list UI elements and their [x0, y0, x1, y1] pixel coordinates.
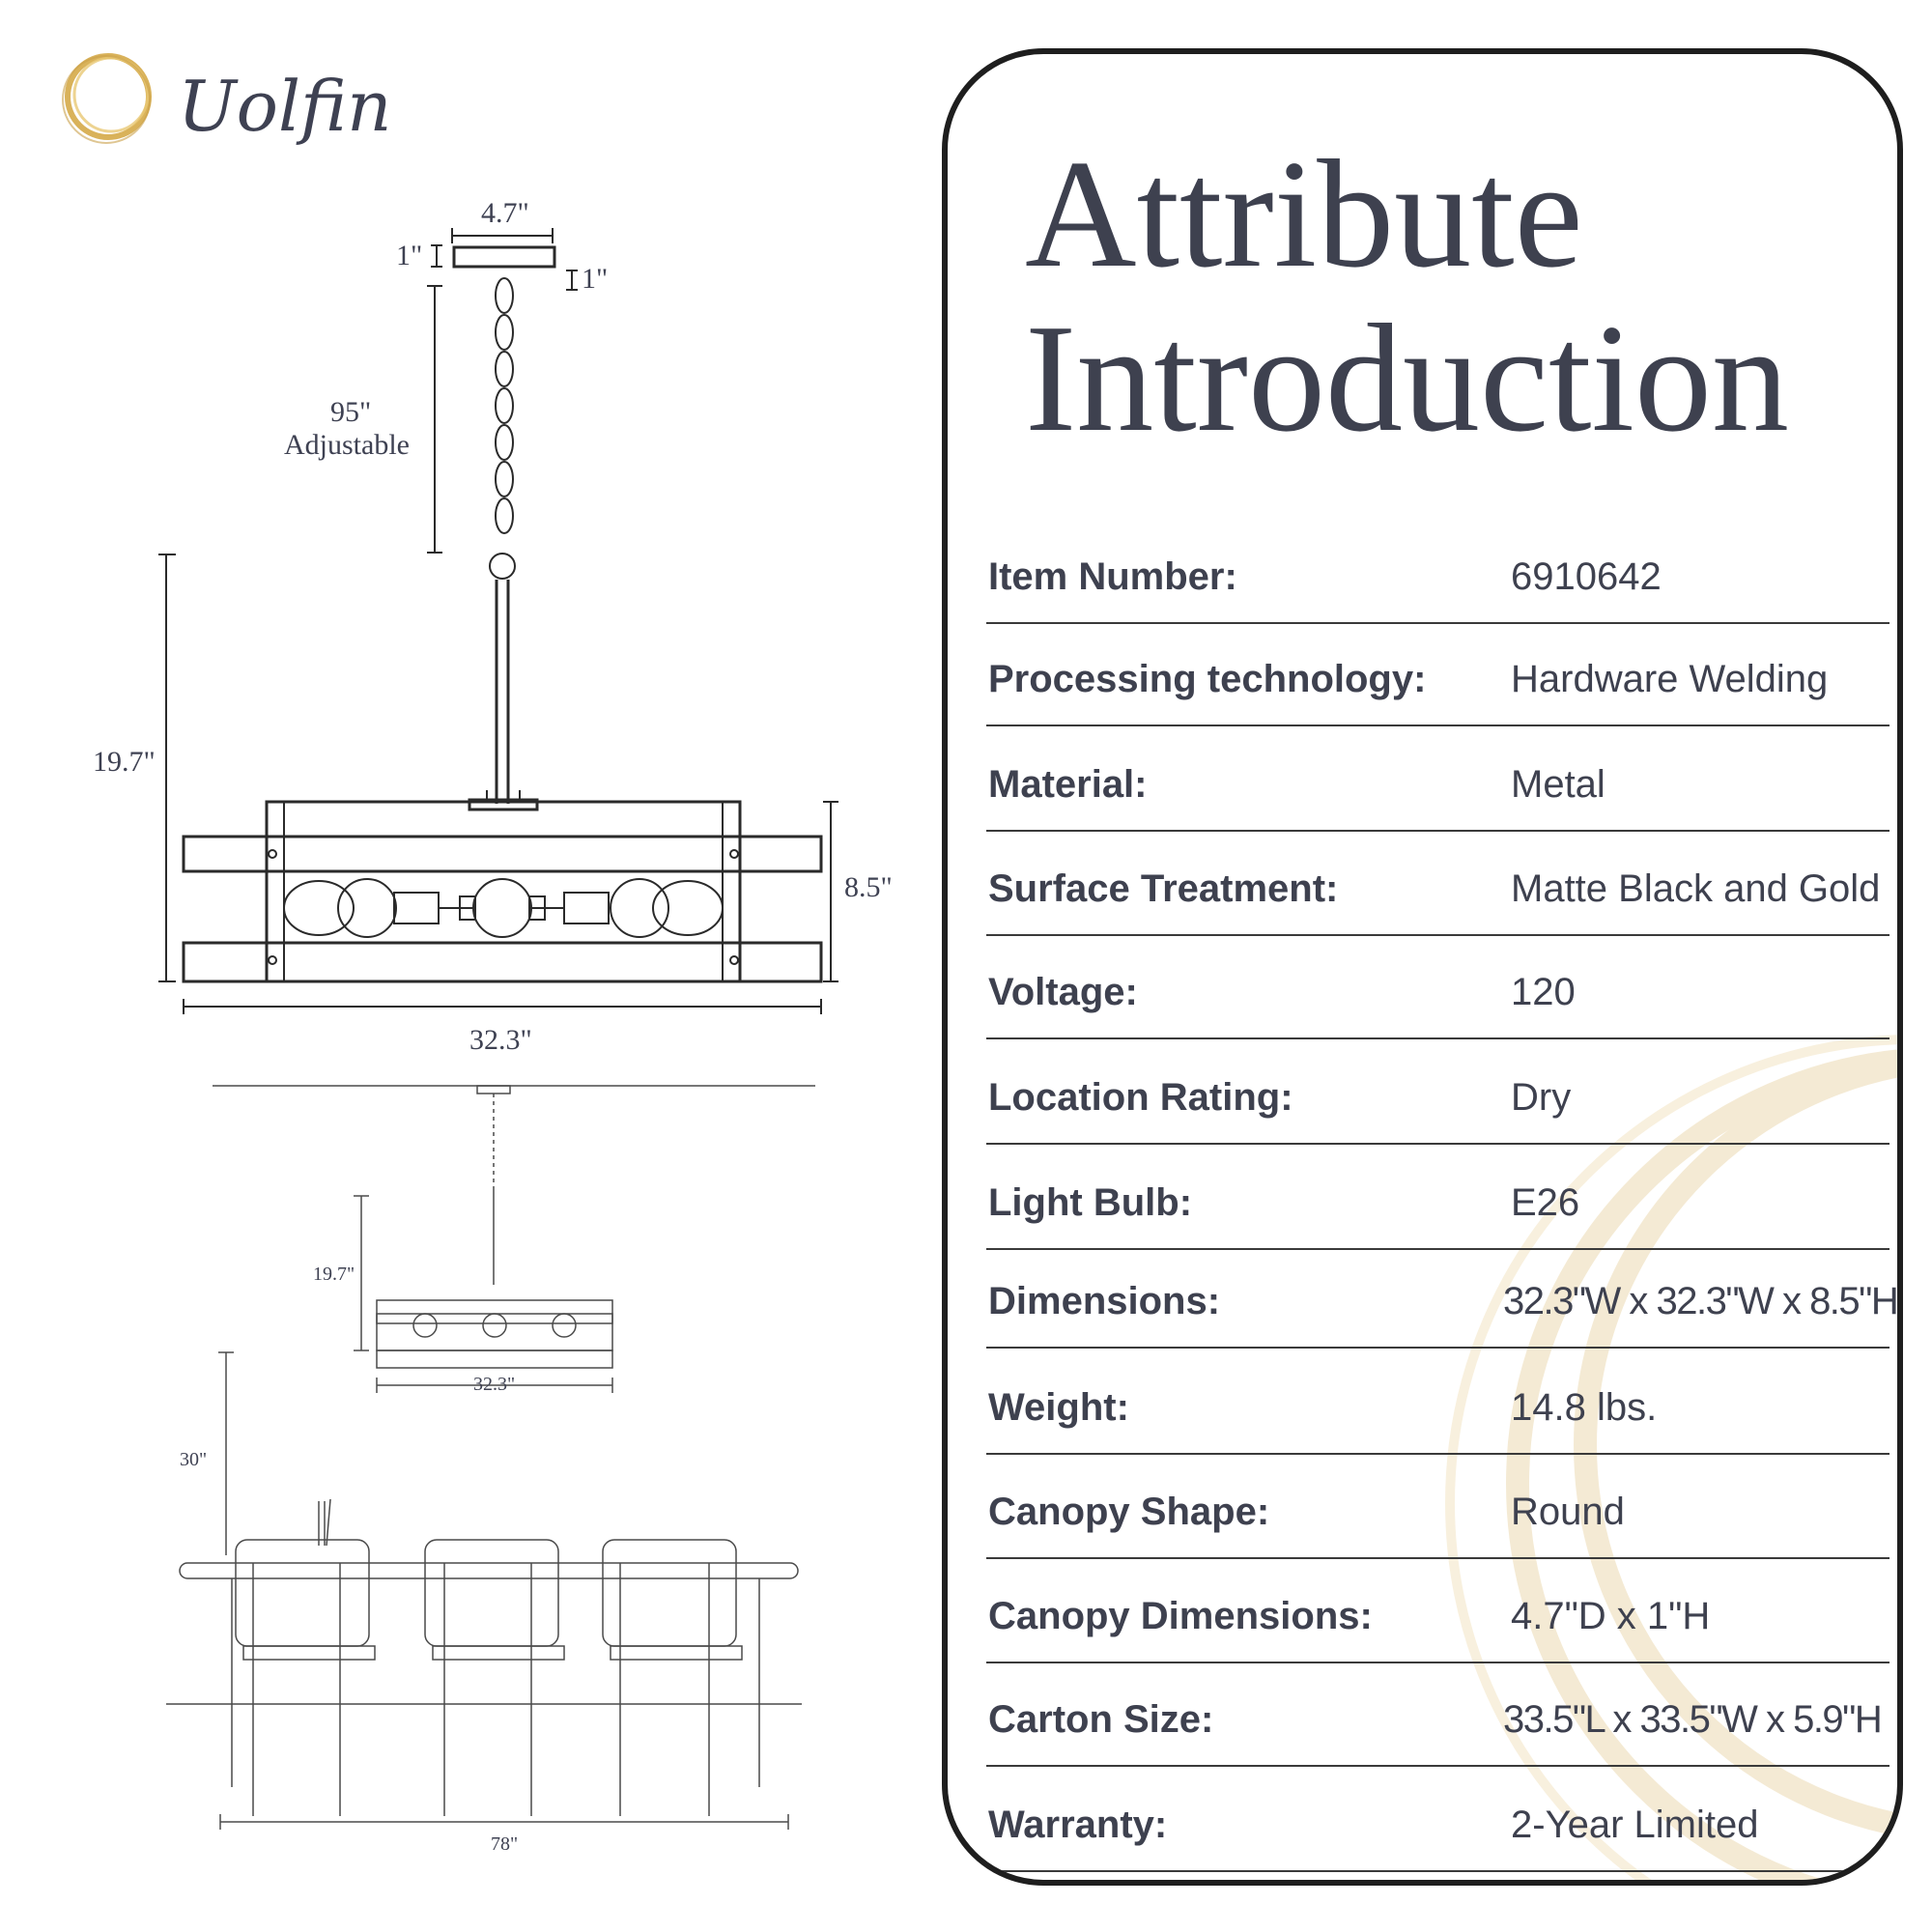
attribute-label: Warranty: [988, 1804, 1168, 1846]
attribute-label: Weight: [988, 1386, 1129, 1429]
attribute-row [986, 1453, 1889, 1559]
attribute-value: Dry [1511, 1076, 1572, 1119]
attribute-value: E26 [1511, 1181, 1580, 1224]
attribute-row [986, 1038, 1889, 1145]
canopy-height-right-label: 1" [582, 263, 609, 295]
attribute-row [986, 1144, 1889, 1250]
attribute-label: Processing technology: [988, 658, 1427, 700]
attribute-row [986, 1661, 1889, 1767]
attribute-card [942, 48, 1903, 1886]
table-clearance-label: 30" [180, 1449, 208, 1470]
attribute-label: Canopy Dimensions: [988, 1595, 1373, 1637]
canopy-height-left-label: 1" [396, 240, 423, 271]
attribute-row [986, 933, 1889, 1039]
attribute-label: Location Rating: [988, 1076, 1293, 1119]
body-width-label: 32.3" [469, 1024, 532, 1056]
card-title [1025, 128, 1789, 464]
attribute-row [986, 620, 1889, 726]
attribute-label: Item Number: [988, 555, 1237, 598]
brand-name: Uolfin [178, 66, 392, 147]
card-title-line2: Introduction [1025, 292, 1789, 464]
attribute-row [986, 518, 1889, 624]
attribute-label: Material: [988, 763, 1148, 806]
attribute-row [986, 830, 1889, 936]
chain-adjustable-label: Adjustable [284, 429, 410, 461]
room-fixture-height-label: 19.7" [313, 1264, 355, 1285]
attribute-value: 120 [1511, 971, 1576, 1013]
fixture-dimension-drawing [0, 0, 927, 1932]
attribute-row [986, 1242, 1898, 1349]
attribute-label: Light Bulb: [988, 1181, 1193, 1224]
attribute-value: Metal [1511, 763, 1605, 806]
attribute-value: 14.8 lbs. [1511, 1386, 1658, 1429]
attribute-label: Carton Size: [988, 1698, 1214, 1741]
attribute-value: 6910642 [1511, 555, 1662, 598]
attribute-row [986, 1349, 1889, 1455]
attribute-value: 32.3"W x 32.3"W x 8.5"H [1503, 1280, 1898, 1322]
attribute-row [986, 1557, 1889, 1663]
body-height-label: 8.5" [844, 871, 893, 903]
attribute-value: 33.5"L x 33.5"W x 5.9"H [1503, 1698, 1882, 1741]
card-title-line1: Attribute [1025, 128, 1583, 299]
attribute-value: Hardware Welding [1511, 658, 1829, 700]
attribute-value: 4.7"D x 1"H [1511, 1595, 1711, 1637]
total-height-label: 19.7" [93, 746, 156, 778]
room-fixture-width-label: 32.3" [473, 1374, 516, 1395]
attribute-label: Surface Treatment: [988, 867, 1339, 910]
attribute-value: Round [1511, 1491, 1625, 1533]
attribute-row [986, 725, 1889, 832]
attribute-label: Voltage: [988, 971, 1138, 1013]
attribute-label: Dimensions: [988, 1280, 1221, 1322]
chain-length-label: 95" [330, 396, 372, 428]
attribute-label: Canopy Shape: [988, 1491, 1270, 1533]
attribute-row [986, 1766, 1889, 1872]
attribute-value: Matte Black and Gold [1511, 867, 1881, 910]
canopy-width-label: 4.7" [481, 197, 529, 229]
attribute-value: 2-Year Limited [1511, 1804, 1759, 1846]
table-length-label: 78" [491, 1833, 519, 1855]
